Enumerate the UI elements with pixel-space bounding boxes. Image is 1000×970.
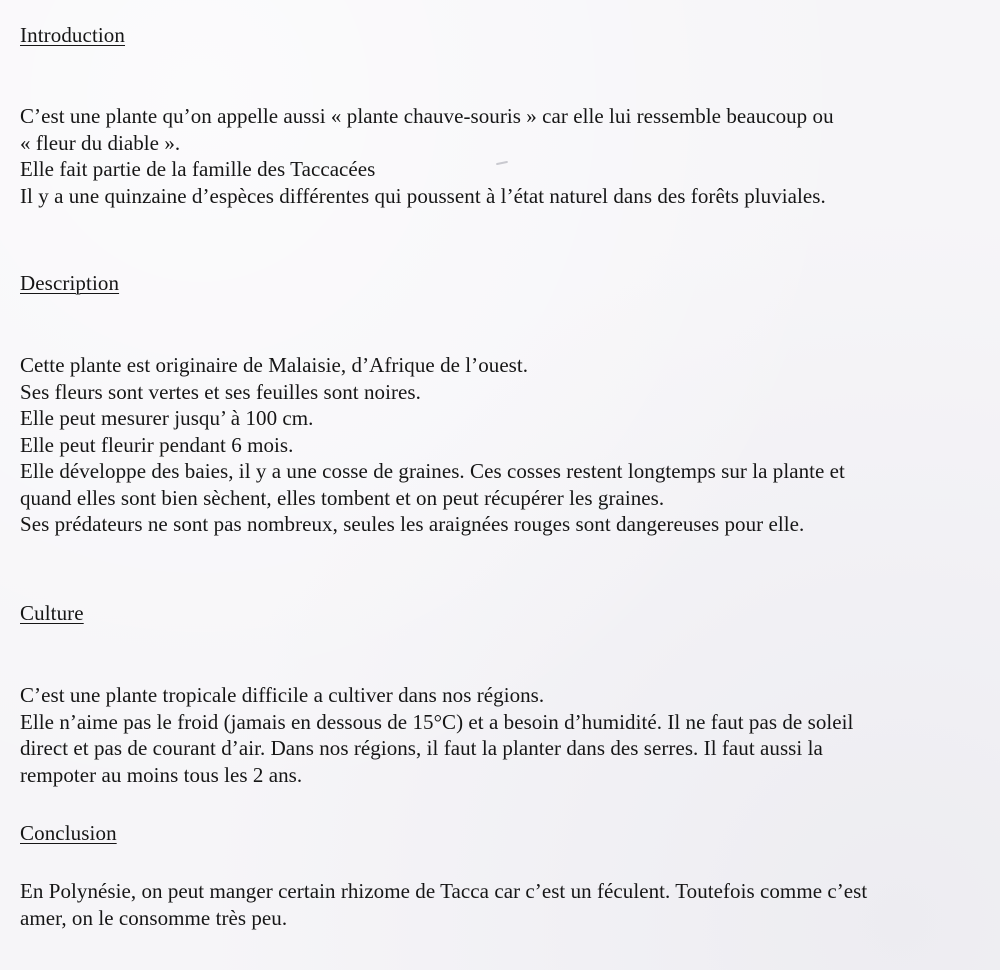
paragraph-culture (20, 682, 985, 788)
paragraph-introduction (20, 103, 985, 209)
heading-culture: Culture (20, 601, 84, 625)
text-line: En Polynésie, on peut manger certain rhizome de Tacca car c’est un féculent. Toutefois comme c’est (20, 879, 868, 903)
paragraph-description (20, 352, 985, 538)
text-line: Ses prédateurs ne sont pas nombreux, seules les araignées rouges sont dangereuses pour elle. (20, 512, 805, 536)
text-line: Elle peut mesurer jusqu’ à 100 cm. (20, 406, 314, 430)
text-line: Il y a une quinzaine d’espèces différentes qui poussent à l’état naturel dans des forêts pluviales. (20, 183, 826, 208)
text-line: C’est une plante tropicale difficile a cultiver dans nos régions. (20, 683, 545, 707)
text-line: Elle développe des baies, il y a une cosse de graines. Ces cosses restent longtemps sur la plante et (20, 459, 845, 483)
text-line: Elle n’aime pas le froid (jamais en dessous de 15°C) et a besoin d’humidité. Il ne faut pas de soleil (20, 709, 854, 734)
text-line: « fleur du diable ». (20, 130, 181, 155)
text-line: quand elles sont bien sèchent, elles tombent et on peut récupérer les graines. (20, 485, 665, 510)
text-line: Ses fleurs sont vertes et ses feuilles sont noires. (20, 379, 421, 404)
text-line: Elle peut fleurir pendant 6 mois. (20, 432, 294, 457)
heading-introduction: Introduction (20, 23, 126, 47)
paragraph-conclusion (20, 878, 985, 931)
text-line: Elle fait partie de la famille des Taccacées (20, 157, 376, 181)
heading-description: Description (20, 271, 120, 295)
text-line: rempoter au moins tous les 2 ans. (20, 762, 303, 787)
text-line: C’est une plante qu’on appelle aussi « plante chauve-souris » car elle lui ressemble beaucoup ou (20, 104, 834, 128)
heading-conclusion: Conclusion (20, 821, 117, 845)
text-line: direct et pas de courant d’air. Dans nos régions, il faut la planter dans des serres. Il faut aussi la (20, 736, 823, 760)
text-line: amer, on le consomme très peu. (20, 905, 288, 930)
text-line: Cette plante est originaire de Malaisie, d’Afrique de l’ouest. (20, 353, 529, 377)
